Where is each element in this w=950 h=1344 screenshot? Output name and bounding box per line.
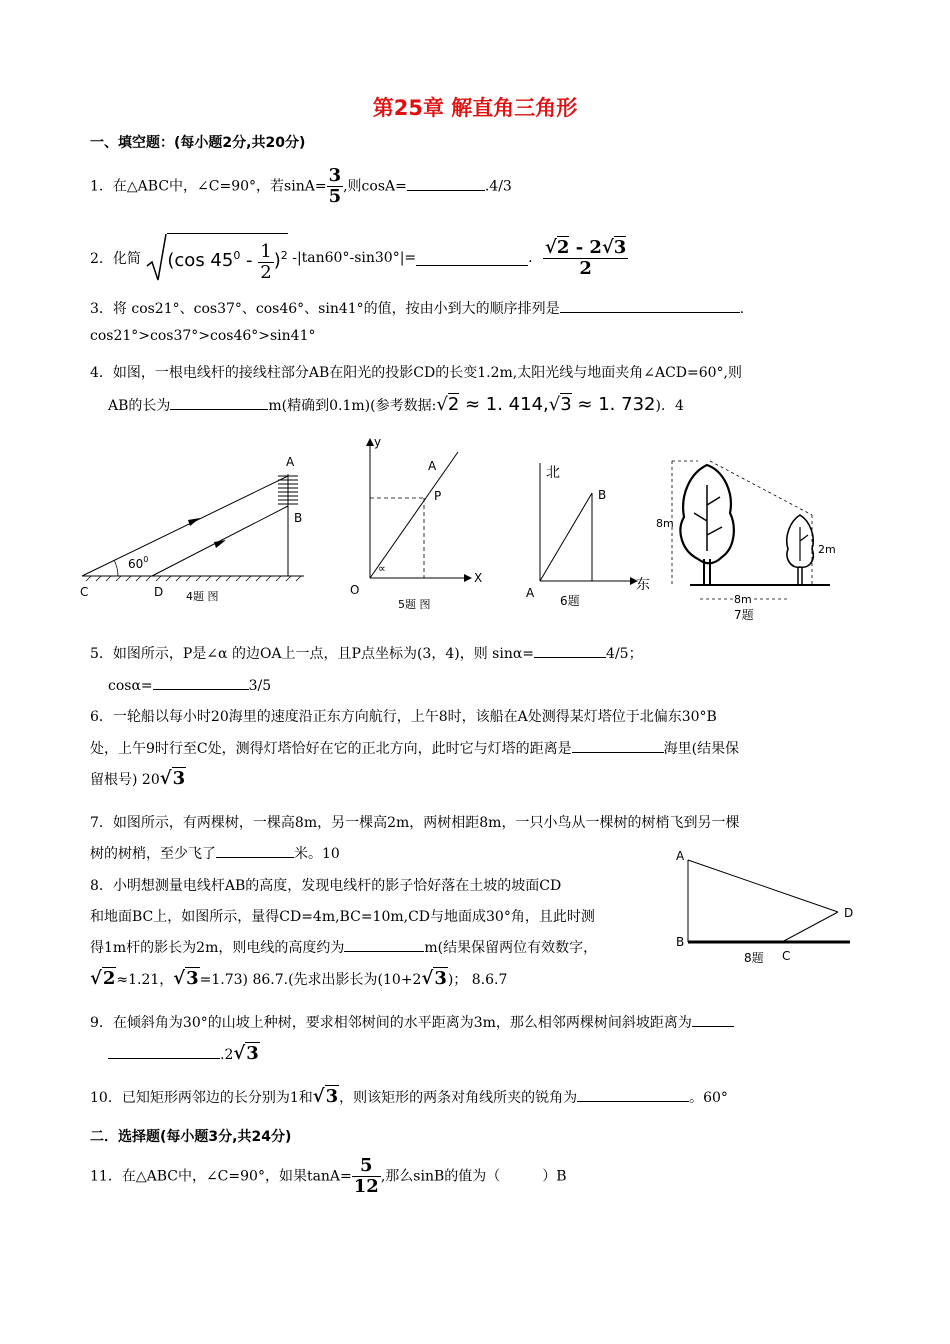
answer-blank[interactable] (572, 738, 664, 753)
section-choice-heading: 二．选择题(每小题3分,共24分) (90, 1129, 292, 1145)
origin-label: O (350, 583, 360, 597)
fraction-3-5: $\frac{3}{5}$ (328, 165, 342, 207)
answer-blank[interactable] (170, 395, 268, 410)
question-8-line3: 得1m杆的影长为2m，则电线的高度约为 m(结果保留两位有效数字， (90, 937, 597, 957)
angle-label: $60^0$ (128, 555, 149, 571)
sqrt-sign-icon (145, 232, 167, 284)
question-6-line1: 6．一轮船以每小时20海里的速度沿正东方向航行，上午8时，该船在A处测得某灯塔位于北偏东30°B (90, 709, 717, 725)
label-a: A (526, 586, 535, 600)
figure-4 (78, 450, 318, 610)
answer-blank[interactable] (216, 843, 294, 858)
label-b: B (676, 935, 685, 949)
fraction-5-12: $\frac{5}{12}$ (353, 1155, 379, 1197)
alpha-label: ∝ (378, 562, 386, 575)
answer-blank[interactable] (692, 1012, 734, 1027)
label-b: B (598, 488, 607, 502)
answer-blank[interactable] (407, 176, 485, 191)
question-9-line2: .2√3 (90, 1043, 260, 1064)
answer-blank-cont[interactable] (108, 1044, 220, 1059)
answer-blank[interactable] (560, 298, 740, 313)
label-d: D (154, 585, 164, 599)
question-2: 2．化简 (cos $45^0$ - $\frac{1}{2}$ )$^2$ -|tan60°-sin30°|= . $\frac{√2 - 2√3}{2}$ (90, 232, 628, 284)
question-8-line2: 和地面BC上，如图所示，量得CD=4m,BC=10m,CD与地面成30°角，且此时测 (90, 909, 595, 925)
label-a: A (676, 849, 685, 863)
figure-caption: 5题 图 (398, 598, 431, 611)
question-8-line1: 8．小明想测量电线杆AB的高度，发现电线杆的影子恰好落在土坡的坡面CD (90, 878, 562, 894)
answer-blank[interactable] (577, 1087, 689, 1102)
figure-5 (340, 432, 490, 617)
label-p: P (434, 489, 442, 503)
figure-caption: 6题 (560, 594, 580, 608)
label-a: A (428, 459, 437, 473)
label-d: D (844, 906, 854, 920)
question-8-line4: √2≈1.21，√3=1.73) 86.7.(先求出影长为(10+2√3)； 8.6.7 (90, 968, 508, 989)
figure-6 (516, 455, 656, 615)
question-6-line2: 处，上午9时行至C处，测得灯塔恰好在它的正北方向，此时它与灯塔的距离是 海里(结果保 (90, 738, 739, 758)
q2-answer-fraction: $\frac{√2 - 2√3}{2}$ (545, 236, 627, 279)
question-3: 3．将 cos21°、cos37°、cos46°、sin41°的值，按由小到大的顺序排列是 . (90, 298, 744, 318)
answer-blank[interactable] (534, 643, 606, 658)
north-label: 北 (546, 465, 560, 481)
question-7-line2: 树的树梢，至少飞了 米。10 (90, 843, 340, 863)
distance-label: 8m (734, 593, 752, 606)
question-4-line2: AB的长为 m(精确到0.1m)(参考数据:√2 ≈ 1. 414,√3 ≈ 1. 732)．4 (108, 394, 684, 415)
question-11: 11．在△ABC中，∠C=90°，如果tanA= $\frac{5}{12}$ ,那么sinB的值为（ ）B (90, 1155, 567, 1197)
tree2-height-label: 2m (818, 543, 836, 556)
figure-caption: 4题 图 (186, 590, 219, 603)
figure-8 (672, 846, 862, 970)
figure-7 (650, 455, 850, 625)
label-c: C (80, 585, 89, 599)
question-5-line2: cosα= 3/5 (108, 675, 271, 694)
label-a: A (286, 455, 295, 469)
y-axis-label: y (374, 435, 382, 449)
east-label: 东 (636, 577, 650, 593)
question-4-line1: 4．如图，一根电线杆的接线柱部分AB在阳光的投影CD的长变1.2m,太阳光线与地面夹角∠ACD=60°,则 (90, 365, 743, 381)
section-fill-in-heading: 一、填空题：(每小题2分,共20分) (90, 135, 306, 151)
label-c: C (782, 949, 791, 963)
question-9-line1: 9．在倾斜角为30°的山坡上种树，要求相邻树间的水平距离为3m，那么相邻两棵树间斜坡距离为 (90, 1012, 734, 1032)
answer-blank[interactable] (344, 937, 424, 952)
figure-caption: 8题 (744, 951, 764, 965)
answer-blank[interactable] (153, 675, 249, 690)
question-7-line1: 7．如图所示，有两棵树，一棵高8m，另一棵高2m，两树相距8m，一只小鸟从一棵树的树梢飞到另一棵 (90, 815, 740, 831)
question-5-line1: 5．如图所示，P是∠α 的边OA上一点，且P点坐标为(3，4)，则 sinα= 4/5； (90, 643, 643, 663)
page-title: 第25章 解直角三角形 (372, 96, 578, 120)
tree1-height-label: 8m (656, 517, 674, 530)
question-3-answer: cos21°>cos37°>cos46°>sin41° (90, 328, 316, 344)
answer-blank[interactable] (416, 251, 528, 266)
question-6-line3: 留根号) 20√3 (90, 768, 186, 789)
question-10: 10．已知矩形两邻边的长分别为1和√3，则该矩形的两条对角线所夹的锐角为 。60° (90, 1086, 728, 1107)
x-axis-label: X (474, 571, 483, 585)
figure-caption: 7题 (734, 608, 754, 622)
label-b: B (294, 511, 303, 525)
question-1: 1．在△ABC中，∠C=90°，若sinA= $\frac{3}{5}$ ,则cosA= .4/3 (90, 165, 512, 207)
